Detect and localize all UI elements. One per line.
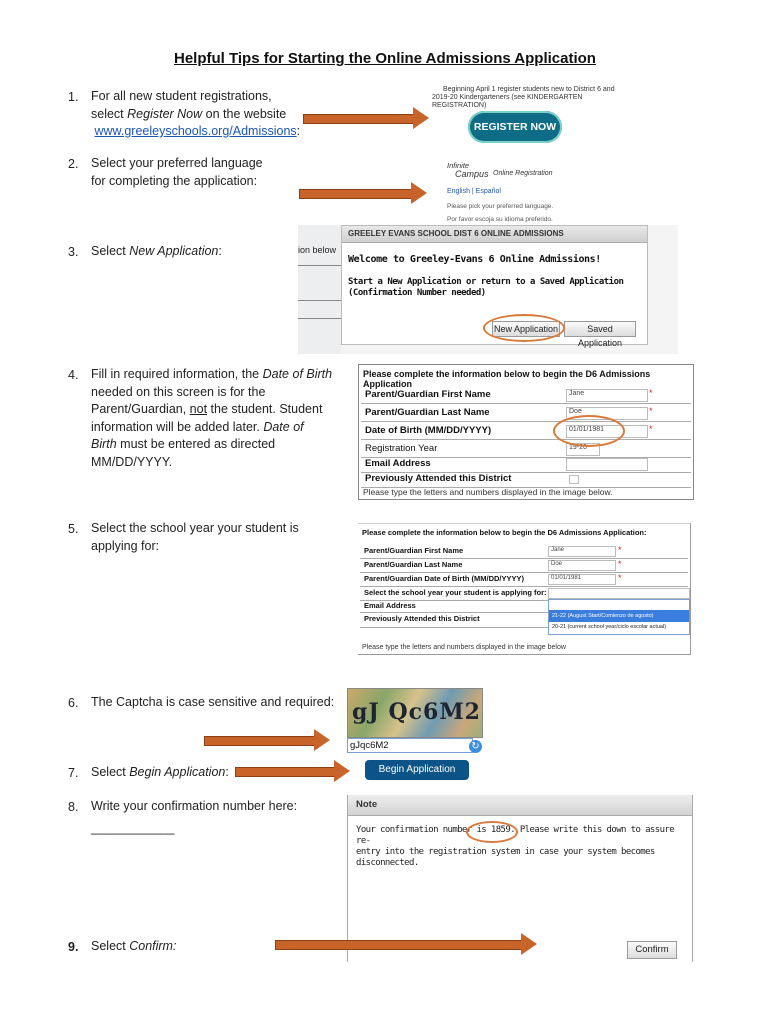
dropdown-option[interactable]: 21-22 (August Start/Comienzo de agosto) [549,610,689,622]
note-header: Note [348,795,692,816]
school-year-dropdown [548,599,690,635]
step-number: 9. [68,940,79,954]
step-number: 7. [68,766,79,780]
form-row: Parent/Guardian Last Name Doe * [360,559,688,573]
notice-text: 2019-20 Kindergarteners (see KINDERGARTEN REGISTRATION) [432,94,583,109]
step-number: 1. [68,90,79,104]
step-9-text: Select Confirm: [91,939,177,953]
captcha-instructions: Please type the letters and numbers displayed in the image below [362,644,566,651]
form-row: Previously Attended this District [360,613,688,628]
last-name-field[interactable]: Doe [566,407,648,420]
form-row: Registration Year 19-20 [361,442,691,458]
step-1-line: For all new student registrations, [91,89,272,103]
arrow-icon [303,109,429,127]
start-text: (Confirmation Number needed) [348,288,486,298]
step-number: 3. [68,245,79,259]
campus-logo: Infinite [447,161,470,170]
highlight-oval [483,314,565,342]
captcha-image [347,688,483,738]
step-7-text: Select Begin Application: [91,765,229,779]
arrow-icon [204,731,330,749]
note-line: Your confirmation number is 1859. Please write this down to assure re- [356,825,675,846]
step-number: 4. [68,368,79,382]
first-name-field[interactable]: Jane [548,546,616,557]
step-4-line: Birth must be entered as directed [91,437,276,451]
form-header: Please complete the information below to begin the D6 Admissions Application: [362,528,647,537]
form-row: Date of Birth (MM/DD/YYYY) 01/01/1981 * [361,424,691,440]
highlight-oval [466,821,518,843]
form-row: Parent/Guardian First Name Jane * [361,388,691,404]
language-links[interactable]: English | Español [447,188,501,195]
previously-attended-checkbox[interactable] [569,475,579,484]
register-now-button[interactable]: REGISTER NOW [468,111,562,143]
background-page [298,225,341,354]
admissions-link[interactable]: www.greeleyschools.org/Admissions [94,124,297,138]
step-number: 6. [68,696,79,710]
screenshot-welcome [298,225,678,354]
welcome-dialog [341,225,648,348]
step-4-line: MM/DD/YYYY. [91,454,173,469]
step-8-text: Write your confirmation number here: [91,799,298,813]
step-6-text: The Captcha is case sensitive and required: [91,695,335,709]
form-row: Previously Attended this District [361,472,691,488]
step-1-line: www.greeleyschools.org/Admissions: [94,124,301,138]
captcha-instructions: Please type the letters and numbers displayed in the image below. [363,487,613,497]
arrow-icon [235,762,350,780]
highlight-oval [553,415,625,447]
step-4-line: information will be added later. Date of [91,419,304,434]
step-4-line: needed on this screen is for the [91,384,266,399]
note-line: entry into the registration system in case your system becomes [356,847,655,857]
step-4-line: Fill in required information, the Date of Birth [91,367,333,381]
last-name-field[interactable]: Doe [548,560,616,571]
screenshot-language [445,158,595,226]
notice-text: Beginning April 1 register students new to District 6 and [443,86,615,93]
write-in-blank: ____________ [91,821,175,835]
step-5-text [91,520,341,555]
captcha-input[interactable]: gJqc6M2 [347,738,473,753]
step-2-line: for completing the application: [91,173,258,188]
arrow-icon [275,935,537,953]
form-row: Email Address [360,601,688,613]
screenshot-register [428,86,620,151]
new-application-button[interactable]: New Application [492,321,560,337]
dropdown-option[interactable]: 20-21 (current school year/ciclo escolar actual) [552,624,667,630]
step-1-line: select Register Now on the website [91,106,287,121]
step-5-line: Select the school year your student is [91,521,299,535]
form-row: Parent/Guardian First Name Jane * [360,545,688,559]
form-row: Email Address [361,457,691,473]
step-number: 2. [68,157,79,171]
step-2-line: Select your preferred language [91,156,263,170]
step-4-line: Parent/Guardian, not the student. Student [91,402,323,416]
form-row: Parent/Guardian Date of Birth (MM/DD/YYYY) 01/01/1981 * [360,573,688,587]
step-number: 5. [68,522,79,536]
language-prompt: Please pick your preferred language. [447,203,554,210]
first-name-field[interactable]: Jane [566,389,648,402]
begin-application-button[interactable]: Begin Application [365,760,469,780]
campus-logo: Campus [455,169,489,179]
step-3-text: Select New Application: [91,244,222,258]
step-4-text [91,366,351,471]
screenshot-school-year [358,523,691,655]
email-field[interactable] [566,458,648,471]
start-text: Start a New Application or return to a Saved Application [348,277,624,287]
confirm-button[interactable]: Confirm [627,941,677,959]
note-body [356,825,692,869]
captcha-text: gJ Qc6M2 [352,699,481,725]
dob-field[interactable]: 01/01/1981 [566,425,648,438]
form-row: Parent/Guardian Last Name Doe * [361,406,691,422]
language-prompt: Por favor escoja su idioma preferido. [447,216,553,223]
step-number: 8. [68,800,79,814]
note-line: disconnected. [356,858,419,868]
screenshot-parent-form [358,364,694,500]
arrow-icon [299,184,427,202]
dob-field[interactable]: 01/01/1981 [548,574,616,585]
saved-application-button[interactable]: Saved Application [564,321,636,337]
form-row: Select the school year your student is applying for: [360,587,688,601]
page-title: Helpful Tips for Starting the Online Admissions Application [174,50,596,67]
form-header: Please complete the information below to begin the D6 Admissions Application [363,369,651,389]
online-registration-label: Online Registration [493,170,553,177]
refresh-icon[interactable]: ↻ [469,740,482,753]
step-5-line: applying for: [91,538,160,553]
welcome-heading: Welcome to Greeley-Evans 6 Online Admissions! [348,254,601,265]
school-year-select[interactable] [548,588,690,599]
dialog-header: GREELEY EVANS SCHOOL DIST 6 ONLINE ADMISSIONS [342,226,647,243]
background-text: ion below [298,245,337,255]
year-select[interactable]: 19-20 [566,443,600,456]
